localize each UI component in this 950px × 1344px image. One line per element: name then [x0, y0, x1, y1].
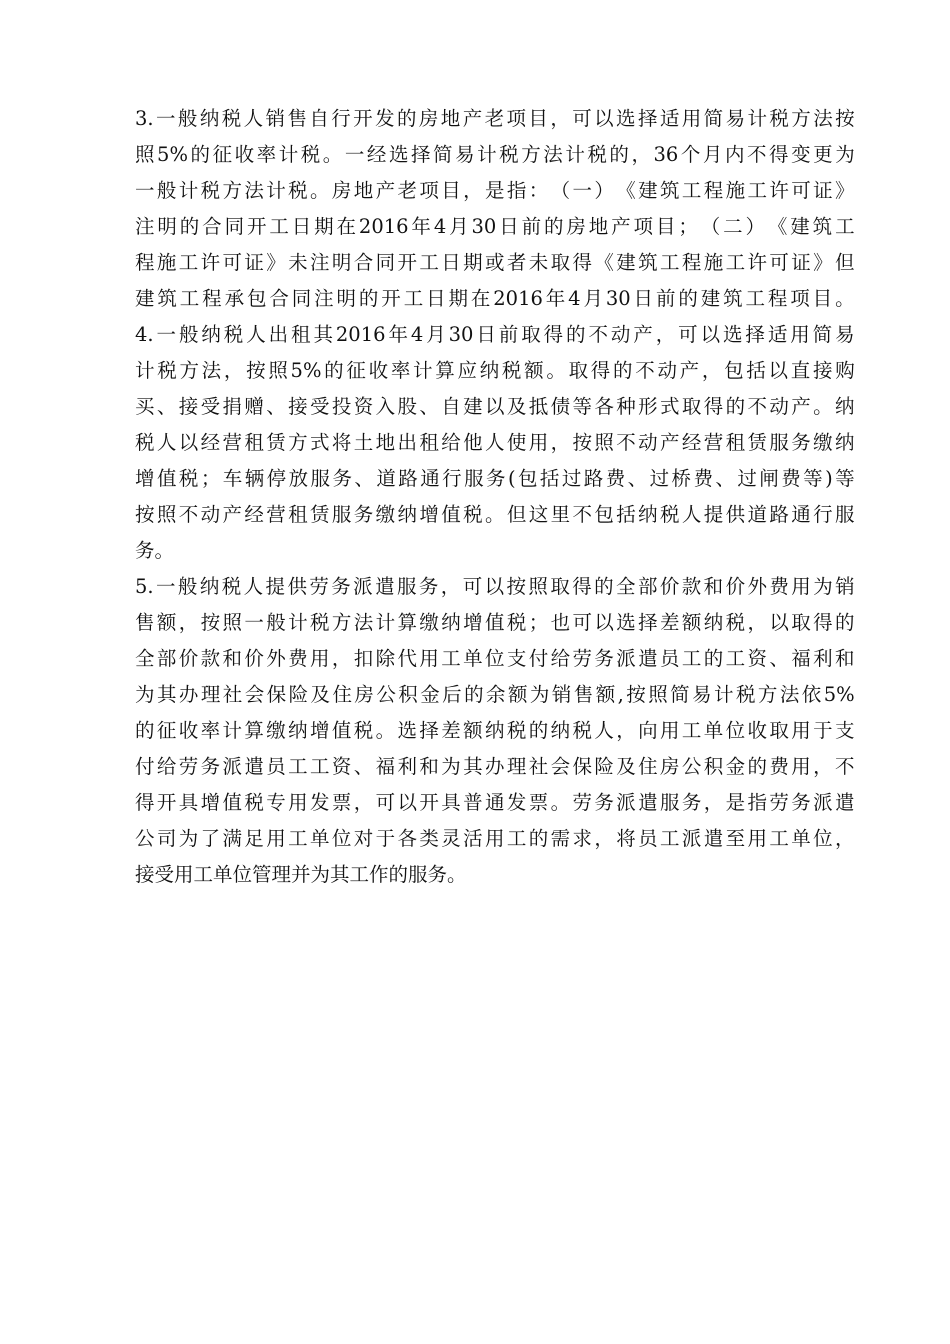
text-line: 一 般 计 税 方 法 计 税 。 房 地 产 老 项 目 ， 是 指 ： （ 一 ） 《 建 筑 工 程 施 工 许 可 证 》	[135, 179, 855, 202]
text-line: 增 值 税 ； 车 辆 停 放 服 务 、 道 路 通 行 服 务 ( 包 括 过 路 费 、 过 桥 费 、 过 闸 费 等 ) 等	[135, 467, 855, 490]
text-line: 全 部 价 款 和 价 外 费 用 ， 扣 除 代 用 工 单 位 支 付 给 劳 务 派 遣 员 工 的 工 资 、 福 利 和	[135, 647, 855, 670]
text-line: 的 征 收 率 计 算 缴 纳 增 值 税 。 选 择 差 额 纳 税 的 纳 税 人 ， 向 用 工 单 位 收 取 用 于 支	[135, 719, 855, 742]
paragraph-4	[135, 317, 855, 569]
text-line: 计 税 方 法 ， 按 照 5% 的 征 收 率 计 算 应 纳 税 额 。 取 得 的 不 动 产 ， 包 括 以 直 接 购	[135, 359, 855, 382]
text-line: 务。	[135, 539, 175, 562]
paragraph-5	[135, 569, 855, 893]
text-line: 5. 一 般 纳 税 人 提 供 劳 务 派 遣 服 务 ， 可 以 按 照 取 得 的 全 部 价 款 和 价 外 费 用 为 销	[135, 575, 855, 598]
text-line: 为 其 办 理 社 会 保 险 及 住 房 公 积 金 后 的 余 额 为 销 售 额 , 按 照 简 易 计 税 方 法 依 5%	[135, 683, 855, 706]
text-line: 税 人 以 经 营 租 赁 方 式 将 土 地 出 租 给 他 人 使 用 ， 按 照 不 动 产 经 营 租 赁 服 务 缴 纳	[135, 431, 855, 454]
text-line: 3. 一 般 纳 税 人 销 售 自 行 开 发 的 房 地 产 老 项 目 ， 可 以 选 择 适 用 简 易 计 税 方 法 按	[135, 107, 855, 130]
text-line: 按 照 不 动 产 经 营 租 赁 服 务 缴 纳 增 值 税 。 但 这 里 不 包 括 纳 税 人 提 供 道 路 通 行 服	[135, 503, 855, 526]
paragraph-3	[135, 101, 855, 317]
text-line: 售 额 ， 按 照 一 般 计 税 方 法 计 算 缴 纳 增 值 税 ； 也 可 以 选 择 差 额 纳 税 ， 以 取 得 的	[135, 611, 855, 634]
text-line: 注 明 的 合 同 开 工 日 期 在 2016 年 4 月 30 日 前 的 房 地 产 项 目 ； （ 二 ） 《 建 筑 工	[135, 215, 855, 238]
text-line: 接受用工单位管理并为其工作的服务。	[135, 863, 467, 886]
text-line: 4. 一 般 纳 税 人 出 租 其 2016 年 4 月 30 日 前 取 得 的 不 动 产 ， 可 以 选 择 适 用 简 易	[135, 323, 855, 346]
document-body	[135, 101, 855, 893]
text-line: 公 司 为 了 满 足 用 工 单 位 对 于 各 类 灵 活 用 工 的 需 求 ， 将 员 工 派 遣 至 用 工 单 位 ，	[135, 827, 855, 850]
text-line: 程 施 工 许 可 证 》 未 注 明 合 同 开 工 日 期 或 者 未 取 得 《 建 筑 工 程 施 工 许 可 证 》 但	[135, 251, 855, 274]
text-line: 付 给 劳 务 派 遣 员 工 工 资 、 福 利 和 为 其 办 理 社 会 保 险 及 住 房 公 积 金 的 费 用 ， 不	[135, 755, 855, 778]
text-line: 得 开 具 增 值 税 专 用 发 票 ， 可 以 开 具 普 通 发 票 。 劳 务 派 遣 服 务 ， 是 指 劳 务 派 遣	[135, 791, 855, 814]
text-line: 照 5% 的 征 收 率 计 税 。 一 经 选 择 简 易 计 税 方 法 计 税 的 ， 36 个 月 内 不 得 变 更 为	[135, 143, 855, 166]
text-line: 建 筑 工 程 承 包 合 同 注 明 的 开 工 日 期 在 2016 年 4 月 30 日 前 的 建 筑 工 程 项 目 。	[135, 287, 855, 310]
text-line: 买 、 接 受 捐 赠 、 接 受 投 资 入 股 、 自 建 以 及 抵 债 等 各 种 形 式 取 得 的 不 动 产 。 纳	[135, 395, 855, 418]
